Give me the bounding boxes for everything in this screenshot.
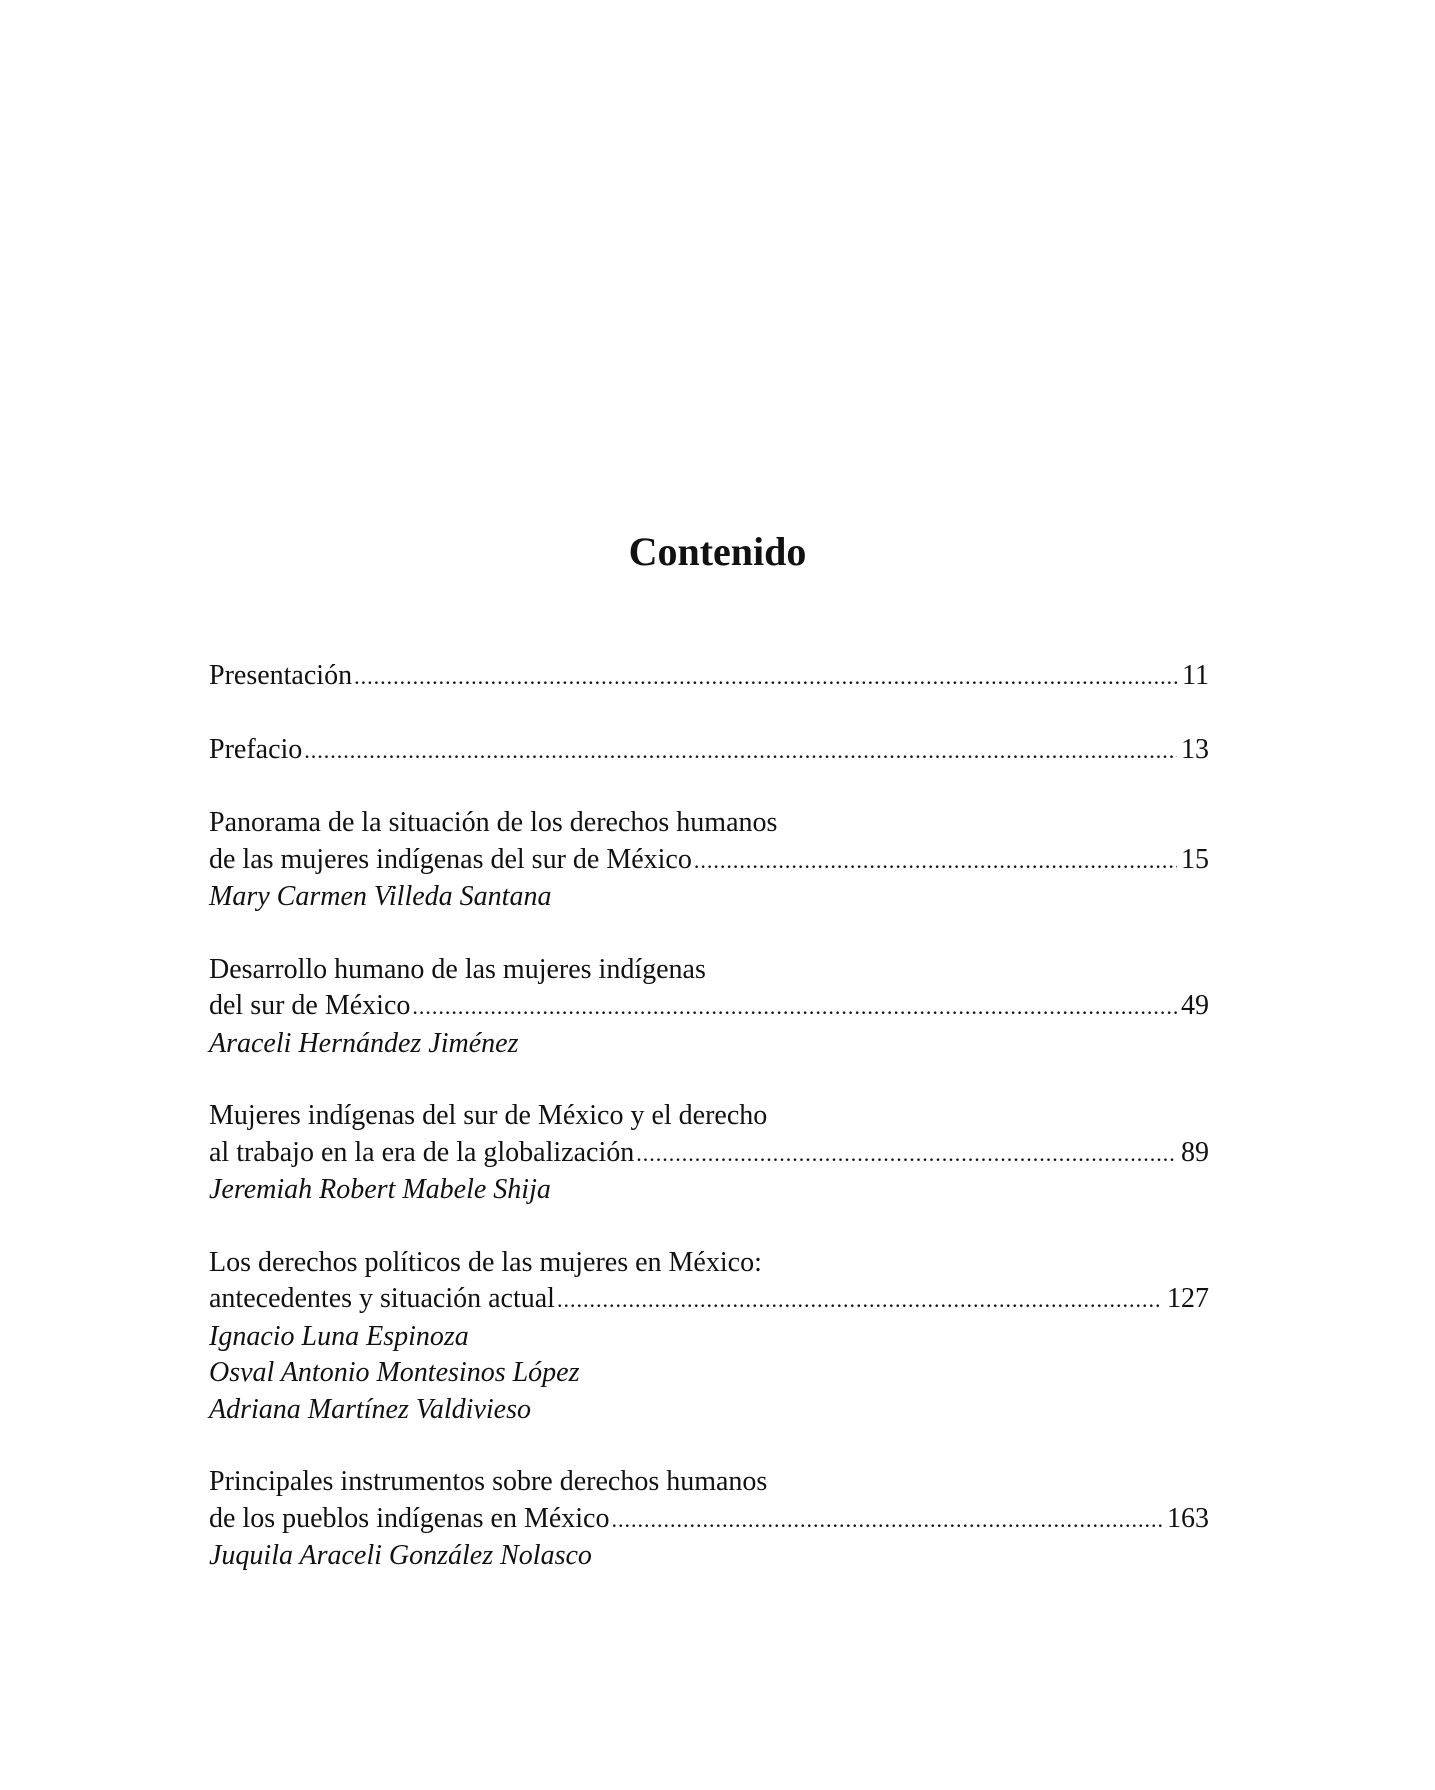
toc-entry <box>209 1098 1209 1209</box>
toc-author: Araceli Hernández Jiménez <box>209 1027 519 1059</box>
toc-entry-title-line: Mujeres indígenas del sur de México y el derecho <box>209 1100 768 1131</box>
toc-author: Osval Antonio Montesinos López <box>209 1357 580 1388</box>
toc-entry-leader-line <box>209 842 1209 880</box>
toc-entry <box>209 805 1209 916</box>
toc-entry-title: Presentación <box>209 660 353 691</box>
toc-entry-title-line: antecedentes y situación actual <box>209 1283 555 1314</box>
toc-entry-leader-line <box>209 732 1209 770</box>
toc-entry-title-line: Desarrollo humano de las mujeres indígenas <box>209 953 706 985</box>
dot-leader <box>354 659 1178 696</box>
dot-leader <box>611 1502 1163 1539</box>
toc-entry-title: Prefacio <box>209 733 303 765</box>
toc-author: Ignacio Luna Espinoza <box>209 1320 469 1352</box>
toc-page-number: 13 <box>1181 733 1209 765</box>
toc-page-number: 15 <box>1181 843 1209 875</box>
toc-entry-leader-line <box>209 988 1209 1026</box>
toc-author: Jeremiah Robert Mabele Shija <box>209 1174 551 1205</box>
toc-entry-title-line: de las mujeres indígenas del sur de México <box>209 843 692 875</box>
toc-entry-title-line: al trabajo en la era de la globalización <box>209 1136 635 1168</box>
dot-leader <box>412 989 1177 1026</box>
toc-author: Adriana Martínez Valdivieso <box>209 1393 531 1425</box>
toc-page-number: 127 <box>1167 1283 1209 1314</box>
toc-author: Mary Carmen Villeda Santana <box>209 881 552 912</box>
toc-page-number: 89 <box>1181 1136 1209 1168</box>
toc-page-number: 49 <box>1181 990 1209 1021</box>
toc-entry-title-line: Principales instrumentos sobre derechos humanos <box>209 1466 768 1497</box>
toc-entry-leader-line <box>209 1501 1209 1539</box>
toc-entry-leader-line <box>209 658 1209 696</box>
toc-entry <box>209 1245 1209 1429</box>
toc-page-number: 163 <box>1167 1502 1209 1534</box>
dot-leader <box>557 1282 1163 1319</box>
toc-entry-title-line: Los derechos políticos de las mujeres en México: <box>209 1246 762 1278</box>
table-of-contents <box>209 658 1209 1575</box>
toc-page-number: 11 <box>1182 660 1209 691</box>
dot-leader <box>304 733 1177 770</box>
page-title: Contenido <box>628 529 807 574</box>
dot-leader <box>694 843 1177 880</box>
toc-entry-title-line: del sur de México <box>209 990 411 1021</box>
toc-author: Juquila Araceli González Nolasco <box>209 1540 592 1571</box>
dot-leader <box>636 1136 1177 1173</box>
toc-entry <box>209 658 1209 696</box>
toc-entry <box>209 952 1209 1063</box>
toc-entry-title-line: de los pueblos indígenas en México <box>209 1502 610 1534</box>
toc-entry-leader-line <box>209 1135 1209 1173</box>
toc-entry-leader-line <box>209 1281 1209 1319</box>
toc-entry <box>209 732 1209 770</box>
toc-entry-title-line: Panorama de la situación de los derechos humanos <box>209 807 778 838</box>
toc-entry <box>209 1464 1209 1575</box>
